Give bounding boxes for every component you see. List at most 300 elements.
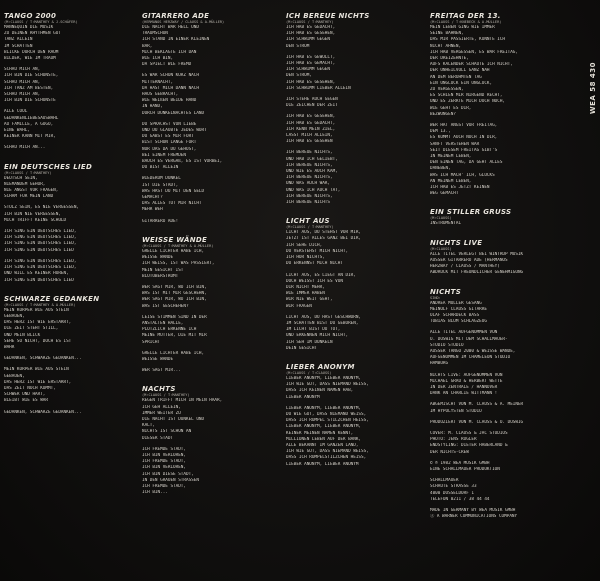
lyric-line: IST DIE STADT, (142, 182, 179, 188)
stanza (4, 308, 142, 351)
lyric-line: GEDANKENLIEBESAUSWAHL (4, 115, 59, 121)
song-credit: (M:CLAUSS / T:MANTHEY) (4, 170, 52, 175)
lyric-line: MEIN KÖRPER WIE AUS STEIN (4, 307, 69, 313)
song-title: EIN DEUTSCHES LIED (4, 162, 93, 171)
stanza (286, 315, 426, 352)
lyric-line: LICHT AUS, DU HAST GESCHWORN, (286, 314, 362, 320)
lyric-line: KEINER MEINEN NAMEN KENNT, (286, 430, 354, 436)
lyric-line: EIN UNGLÜCK EIN UNGLÜCK, (430, 80, 493, 86)
lyric-line: AUFS KALENDER SCHAUTE ICH NICHT, (430, 62, 513, 68)
lyric-line: ICH BIN DIESE STADT, (142, 471, 194, 477)
lyric-line: WIR FRAGEN (286, 303, 312, 309)
column-3 (286, 6, 426, 475)
lyric-line: ICH WEISS, IST WAS PASSIERT, (142, 261, 215, 267)
stanza (142, 249, 284, 280)
lyric-line: MITTERNACHT, (142, 79, 174, 85)
lyric-line: ICH BEREUE NICHTS, (286, 150, 333, 156)
lyric-line: GEBAUEN, (4, 313, 25, 319)
lyric-line: WAS ICH MACH' ICH, GLÜCKS (430, 172, 495, 178)
lyric-line: IMMER WEITER ZU (142, 410, 181, 416)
lyric-line: STUDIO STUDIO (430, 342, 464, 348)
lyric-line: WEISSE WÄNDE (142, 255, 174, 261)
song-block (4, 295, 142, 421)
lyric-line: IN DER ZENTRALE / HANNOVER (430, 384, 498, 390)
stanza (286, 25, 426, 50)
lyric-line: EINE WAHL, (4, 128, 30, 134)
lyric-line: GRELLE LICHTER HABE ICH, (142, 350, 205, 356)
stanza (286, 97, 426, 109)
song-credit: SIND: (430, 295, 441, 300)
lyric-line: ZU VERGESSEN, (430, 87, 464, 93)
lyric-line: ENDSTYLING: DIETER HABERLAND & (430, 443, 508, 449)
lyric-line: ICH SING EIN DEUTSCHES LIED (4, 247, 74, 253)
stanza (430, 478, 580, 503)
lyric-line: ALLE TITEL VERLEGT BEI WINTRUP MUSIK (430, 251, 524, 257)
lyric-line: MEINE MUTTER, DIE MIT MIR (142, 333, 207, 339)
catalog-number: WEA 58 430 (589, 62, 597, 115)
lyric-line: ICH GEH ALLEIN, (142, 404, 181, 410)
lyric-line: ICH HAB ES GEDACHT, (286, 25, 336, 30)
lyric-line: TANZ ALLEIN (4, 37, 33, 43)
lyric-line: OLAF SCHARDECK BASS (430, 312, 480, 318)
lyric-line: © ℗ 1982 WEA MUSIK GMBH (430, 460, 490, 466)
stanza (142, 447, 284, 497)
lyric-line: AU FAMILLE, A GOGO, (4, 121, 54, 127)
song-title: NICHTS LIVE (430, 238, 483, 247)
lyric-line: WER SAGT MIR... (142, 368, 181, 374)
stanza (430, 373, 580, 398)
stanza (142, 25, 284, 68)
lyric-line: DU BIST ALLEIN (142, 165, 179, 171)
lyric-line: MICHAEL GRAU & HERBERT WETTE (430, 378, 503, 384)
lyric-line: LIEBER ANONYM, LIEBER ANONYM (286, 461, 359, 467)
lyric-line: LIEBER ANONYM, LIEBER ANONYM, (286, 405, 362, 411)
lyric-line: ICH SING EIN DEUTSCHES LIED, (4, 241, 77, 247)
lyric-line: WER SAGT MIR, WO ICH BIN, (142, 297, 207, 303)
lyric-line: UND WIE ES AUCH KAM, (286, 169, 338, 175)
lyric-line: IM SCHATTEN BIST DU GEBOREN, (286, 320, 359, 326)
lyric-line: ICH HAB ES JETZT KEINEN (430, 185, 490, 191)
lyric-line: ICH BEREUE NICHTS (286, 200, 330, 206)
song-title: GITARRERO ADE (142, 12, 210, 20)
stanza (142, 351, 284, 363)
lyric-line: ICH HAB ES GESEHEN, (286, 79, 336, 85)
lyric-line: AN DEM BERÜHMTEN TAG (430, 74, 482, 80)
lyric-line: 4000 DÜSSELDORF 1 (430, 490, 474, 496)
lyric-line: DU GABST ES MIR FORT (142, 134, 194, 140)
lyric-line: PHOTO: JENS RÜGLER (430, 437, 477, 443)
lyric-line: LASST MICH ALLEIN, (286, 133, 333, 139)
lyric-line: DANK AN CHARLIE WITTMANN ! (430, 391, 498, 397)
lyric-line: DEN STROM, (286, 73, 312, 79)
song-title: NICHTS (430, 287, 462, 296)
lyric-line: DIESER STADT (142, 435, 174, 441)
lyric-line: LIEBER ANONYM (286, 394, 320, 400)
stanza (4, 109, 142, 140)
lyric-line: REGEN TRIFFT MICH IN MEIN HAAR, (142, 398, 223, 404)
lyric-line: GEMACHT? (142, 195, 163, 201)
lyric-line: MICH TRIFFT KEINE SCHULD (4, 217, 67, 223)
stanza (286, 273, 426, 310)
lyric-line: UND WAS ICH AUCH TAT, (286, 187, 341, 193)
song-block (4, 163, 142, 289)
lyric-line: DAS ZEIT NOCH KOMMT, (4, 385, 56, 391)
lyric-line: SPRICHT (142, 339, 161, 345)
lyric-line: ZU DEINEN RHYTHMEN GUT (4, 31, 61, 37)
lyric-line: ICH SCHWIMM GEGEN (286, 67, 330, 73)
lyric-line: DEUTSCH SEIN, (4, 175, 38, 181)
lyric-line: HAUS GEBRACHT, (142, 92, 179, 98)
stanza (142, 315, 284, 346)
song-title: EIN STILLER GRUSS (430, 208, 512, 217)
lyric-line: WAS IST GESCHEHEN? (142, 303, 189, 309)
lyric-line: GEBAUEN, (4, 373, 25, 379)
lyric-line: O. DOSWIG MIT DEM SCHALLMAUER- (430, 336, 508, 342)
lyric-line: WIE IMMER HABEN (286, 291, 325, 297)
lyric-line: ICH STEHE AUCH GEGEN (286, 97, 338, 103)
lyric-line: COVER: M. CLAUSS & JAC STUDIOS (430, 430, 508, 436)
lyric-line: LICHT AUS, ES LIEGT AN DIR, (286, 272, 356, 278)
lyric-line: ICH SING EIN DEUTSCHES LIED, (4, 229, 77, 235)
stanza (286, 55, 426, 92)
lyric-line: MEIN LEBEN GING WIE IMMER (430, 25, 495, 30)
song-block (286, 363, 426, 473)
lyric-line: DER DREIZEHNTE, (430, 56, 469, 62)
lyric-line: UND MEIN BLICK (4, 332, 41, 338)
stanza (286, 376, 426, 401)
lyric-line: HAMBURG (430, 361, 449, 367)
lyric-line: DAS HERZ IST WIE ERSTARRT, (4, 379, 72, 385)
lyric-line: SCHAUTE STRASSE 33 (430, 484, 477, 490)
lyric-line: ICH FREMDE STADT, (142, 446, 186, 452)
stanza (142, 122, 284, 172)
lyric-line: TELEFON 0211 / 38 44 44 (430, 496, 490, 502)
song-credit: (M:CLAUSS / T:CLAUSS) (286, 370, 332, 375)
lyric-line: ES SCHIEN MIR NIRGEND RECHT, (430, 93, 503, 99)
lyric-line: SEINE BAHNEN, (430, 31, 464, 37)
song-credit: (M:CLAUSS / T:MANTHEY) (142, 393, 190, 398)
song-title: SCHWARZE GEDANKEN (4, 294, 100, 303)
lyric-line: ICH HAB ES GESEHEN (286, 139, 333, 145)
lyric-line: SCHWER UND HART, (4, 392, 46, 398)
song-credit: (M:CLAUSS / T:KNEBECK & A.MÜLLER) (430, 20, 502, 24)
lyric-line: ICH WIE GUT, DASS NIEMAND WEISS, (286, 449, 369, 455)
lyric-line: EINE SCHALLMAUER PRODUKTION (430, 466, 500, 472)
lyric-line: ICH KENN MEIN ZIEL, (286, 126, 336, 132)
song-title: TANGO 2000 (4, 12, 57, 20)
lyric-line: DIR NICHT MEHR, (286, 284, 325, 290)
lyric-line: DU SPRACHST VON LIEBE (142, 121, 197, 127)
lyric-line: SCHAU MICH AN, (4, 67, 41, 73)
stanza (430, 301, 580, 326)
lyric-line: DAS ALLES TUT MIR NICHT (142, 201, 202, 207)
song-credit: (M:CLAUSS) (430, 246, 452, 251)
lyric-line: DAS HERZ IST WIE ERSTARRT, (4, 320, 72, 326)
lyric-line: DEIN GESICHT (286, 345, 318, 351)
lyric-line: DASS ICH RUMPEL STILZCHEN HEISS, (286, 418, 369, 424)
lyric-line: Ⓐ A WARNER COMMUNICATIONS COMPANY (430, 514, 518, 520)
lyric-line: WAS HAST DU MIT DEN GELD (142, 188, 205, 194)
lyric-line: DAS MIR PASSIERTE, KONNTE ICH (430, 37, 506, 43)
song-title: WEISSE WÄNDE (142, 235, 208, 244)
lyric-line: DA HAST MICH DANN NACH (142, 85, 199, 91)
song-credit: (M:CLAUSS / T:MANTHEY) (286, 225, 334, 230)
stanza (430, 402, 580, 414)
lyric-line: SCHAU MICH AN... (4, 145, 46, 151)
lyric-line: DIE NACHT IST DUNKEL UND (142, 416, 205, 422)
lyric-line: ES KOMMT AUCH NOCH IN DIR, (430, 135, 498, 141)
song-title: FREITAG DER 13. (430, 12, 501, 20)
lyric-line: ICH HÖR NICHTS, (286, 255, 325, 261)
lyric-line: AUFGENOMMEN IM CHAMELEON STUDIO (430, 355, 511, 361)
song-credit: (M:CLAUSS / T:MANTHEY & A.MÜLLER) (142, 243, 214, 248)
lyric-line: NICHT AHNEN, (430, 43, 462, 49)
lyric-line: TOBIAS BLUM SCHLAGZEUG (430, 319, 487, 325)
lyric-line: TRAUMSCHÖN (142, 31, 168, 37)
lyric-line: SEIT DIESEM FREITAG GIBT'S (430, 147, 498, 153)
lyric-line: KALT, (142, 423, 155, 429)
stanza (142, 398, 284, 441)
lyric-line: DOCH WEISST ICH ES VON (286, 278, 343, 284)
song-title: LICHT AUS (286, 217, 330, 226)
lyric-line: ALLE TITEL AUFGENOMMEN VON (430, 330, 498, 336)
stanza (142, 176, 284, 213)
lyric-line: DU VERSTEHST MICH NICHT, (286, 248, 349, 254)
lyric-line: DEN EINEN TAG, DA GEHT ALLES (430, 160, 503, 166)
lyric-line: ICH SCHWIMM GEGEN (286, 37, 330, 43)
stanza (430, 252, 580, 277)
lyric-line: SCHAU MICH AN, (4, 92, 41, 98)
stanza (286, 150, 426, 206)
lyric-line: KEINER KANN MIT MIR, (4, 134, 56, 140)
lyric-line: BAUCH ES VERGAß, ES IST VORBEI, (142, 159, 223, 165)
lyric-line: ABGEMISCHT VON M. CLAUSS & A. MEINER (430, 402, 524, 408)
song-block (142, 12, 284, 230)
lyric-line: NICHTS LIVE: AUFGENOMMEN VON (430, 372, 503, 378)
lyric-line: UND ES ZERRTE MICH DOCH NOCH, (430, 99, 506, 105)
lyric-line: ICH BEREUE NICHTS, (286, 193, 333, 199)
lyric-line: BAR, (142, 43, 153, 49)
lyric-line: GEDANKEN, SCHWARZE GEDANKEN... (4, 409, 82, 415)
lyric-line: ICH BEREUE NICHTS, (286, 162, 333, 168)
lyric-line: WAHR (4, 344, 15, 350)
lyric-line: ICH SING EIN DEUTSCHES LIED, (4, 235, 77, 241)
lyric-line: IM LICHT BIST DU TOT, (286, 327, 341, 333)
stanza (142, 73, 284, 116)
song-block (430, 288, 580, 526)
song-block (142, 385, 284, 501)
lyric-line: MEHR WEH (142, 207, 163, 213)
lyric-line: IM SCHATTEN (4, 43, 33, 49)
lyric-line: BLEIBT WIE ES WAR (4, 398, 48, 404)
lyric-line: GEDANKEN, SCHWARZE GEDANKEN... (4, 356, 82, 362)
lyric-line: IN HAND, (142, 104, 163, 110)
lyric-line: ICH BIN... (142, 490, 168, 496)
lyric-line: BILDER, WIE IM TRAUM (4, 56, 56, 62)
song-credit: (M:CLAUSS) (430, 216, 452, 221)
lyric-line: ABDRUCK MIT FREUNDLICHER GENEHMIGUNG (430, 270, 524, 276)
lyric-line: ICH HAB ES GEMACHT, (286, 61, 336, 67)
lyric-line: ANSTALTEN HALLE, (142, 320, 184, 326)
lyric-line: WIE WEIßEN BEIDE HAND (142, 98, 197, 104)
lyric-line: STOLZ SEIN, ES NIE VERGESSEN, (4, 205, 80, 211)
lyric-line: MADE IN GERMANY BY WEA MUSIK GMBH (430, 507, 516, 513)
lyric-line: WAS IST MIT MIR GESCHEHN, (142, 291, 207, 297)
song-block (4, 12, 142, 157)
lyric-line: DER UNHEILVOLL GANZ NAH (430, 68, 490, 74)
lyric-line: DURCH DUNKELNACHTES LAND (142, 110, 205, 116)
lyric-line: ICH BIN DIE SCHÖNSTE, (4, 73, 59, 79)
song-block (286, 12, 426, 211)
lyric-line: WER SAGT MIR, WO ICH BIN, (142, 284, 207, 290)
lyric-line: AN MEINEM LEBEN, (430, 178, 472, 184)
lyric-line: LEISE STIMMEN SIND IN DER (142, 314, 207, 320)
lyric-line: DIE ZEIT STEHT STILL, (4, 326, 59, 332)
lyric-line: BLUTÜBERSTRÖMT (142, 273, 179, 279)
column-1 (4, 6, 142, 423)
lyric-line: IN DEN GRAUEN STRASSEN (142, 477, 199, 483)
lyric-line: UND WILL ES KEINER HÖREN, (4, 271, 69, 277)
lyric-line: ICH SING EIN DEUTSCHES LIED, (4, 265, 77, 271)
stanza (430, 123, 580, 197)
lyric-line: WIE GEHT ES DIR, (430, 105, 472, 111)
song-credit: (M:CLAUSS / T:MANTHEY & J.SCHÄFER) (4, 20, 78, 24)
lyric-line: ICH SING EIN DEUTSCHES LIED, (4, 258, 77, 264)
lyric-line: PRODUZIERT VON M. CLAUSS & O. DOSWIG (430, 419, 524, 425)
lyric-line: MEIN GESICHT IST (142, 267, 184, 273)
stanza (430, 330, 580, 367)
lyric-line: ICH WIE GUT, DASS NIEMAND WEISS, (286, 382, 369, 388)
lyric-line: ICH HAB ES GESEHEN, (286, 31, 336, 37)
lyric-line: IN MEINEM LEBEN, (430, 154, 472, 160)
lyric-line: DASS ICH KEINEN NAMEN HAB, (286, 388, 354, 394)
lyric-line: MEINOLF CLAUSS GITARRE (430, 306, 487, 312)
song-credit: (HERMANOS HERZWAY / CLAUSS & A.MÜLLER) (142, 20, 225, 24)
lyric-line: DER NICHTS-CREW (430, 449, 469, 455)
song-title: LIEBER ANONYM (286, 362, 355, 371)
lyric-line: NIE ANGST VOR FRAGEN, (4, 188, 59, 194)
lyric-line: MICH BEKLAGTE ICH DAN (142, 49, 197, 55)
lyric-line: GRELLE LICHTER HABE ICH, (142, 248, 205, 254)
lyric-line: DANEBEN, (430, 166, 451, 172)
lyric-line: AUSSER TANGO 2000 & WEISSE WÄNDE, (430, 348, 516, 354)
stanza (4, 176, 142, 201)
lyric-line: SANFT VERSTEHEN WAR (430, 141, 480, 147)
lyric-line: ICH BIN VERLOREN, (142, 452, 186, 458)
lyric-line: UND DU GLAUBTE JEDES WORT (142, 128, 207, 134)
lyric-line: DASS ICH RUMPELSTILZCHEN HEISS, (286, 455, 367, 461)
stanza (4, 367, 142, 404)
lyric-line: BLICKE DURCH DEN RAUM (4, 49, 59, 55)
lyric-line: NIEMANDEM GEHÖR, (4, 181, 46, 187)
lyric-line: ICH SEH IM DUNKELN (286, 339, 333, 345)
lyric-line: ICH BIN DIE SCHÖNSTE (4, 98, 56, 104)
lyric-line: LICHT AUS, DU STEHST VOR MIR, (286, 230, 362, 236)
lyric-line: JETZT IST ALLES GANZ BEI DIR, (286, 236, 362, 242)
lyric-line: SEHE SO NICHT, DOCH ES IST (4, 338, 72, 344)
lyric-line: ICH TANZ AM BESTEN, (4, 85, 54, 91)
lyric-line: ALLE COOL (4, 109, 28, 115)
lyric-line: UND ERKENNEN MICH NICHT, (286, 333, 349, 339)
lyric-line: ES WAR SCHON KURZ NACH (142, 73, 199, 79)
lyric-line: ICH HAB ES GEDACHT, (286, 120, 336, 126)
lyric-line: HERZWAY / CLAUSS / MANTHEY) (430, 264, 500, 270)
stanza (4, 205, 142, 224)
stanza (4, 259, 142, 284)
lyric-line: BEI EINEM FREMDEN (142, 152, 186, 158)
lyric-line: UND HAB ICH GELIEBT, (286, 156, 338, 162)
song-credit: (M:CLAUSS / T:MANTHEY) (286, 20, 334, 24)
lyric-line: WIEDERUM DUNKEL (142, 176, 181, 182)
lyric-line: ICH BIN VERLOREN, (142, 465, 186, 471)
lyric-line: DU ERKENNST MICH NICHT (286, 261, 343, 267)
lyric-line: ICH FREMDE STADT, (142, 459, 186, 465)
lyric-line: NICHTS IST SCHÖN AN (142, 429, 192, 435)
song-title: ICH BEREUE NICHTS (286, 12, 370, 20)
lyric-line: WEISSE WÄNDE (142, 356, 174, 362)
stanza (286, 114, 426, 145)
lyric-line: IM HYPOLYSTEN STUDIO (430, 408, 482, 414)
lyric-line: DEM 13., (430, 129, 451, 135)
lyric-line: BEZWUNGEN? (430, 111, 456, 117)
stanza (142, 285, 284, 310)
stanza (286, 230, 426, 267)
column-2 (142, 6, 284, 503)
lyric-line: SCHAU MICH AN, (4, 79, 41, 85)
lyric-line: NUR DAS DA DU GEHOST, (142, 146, 197, 152)
lyric-line: ICH BEREUE NICHTS, (286, 175, 333, 181)
song-credit: (M:CLAUSS / T:MANTHEY & A.MÜLLER) (4, 302, 76, 307)
lyric-line: ALLE BEKANNT IM GANZEN LAND, (286, 442, 359, 448)
lyric-line: WIE ICH BIN, (142, 56, 174, 62)
lyric-line: WEG GEMACHT (430, 191, 459, 197)
lyric-line: WIR NIE WEIT GEHT, (286, 297, 333, 303)
stanza (4, 67, 142, 104)
stanza (430, 461, 580, 473)
lyric-line: MEIN KÖRPER WIE AUS STEIN (4, 367, 69, 373)
lyric-line: ICH SING EIN DEUTSCHES LIED (4, 277, 74, 283)
lyric-line: SCHAM FÜR MEIN LAND (4, 194, 54, 200)
song-block (430, 12, 580, 202)
lyric-line: ICH BIN NIE VERGESSEN, (4, 211, 61, 217)
lyric-line: BIST SCHON LANGE FORT (142, 140, 197, 146)
lyric-line: SCHALLMAUER (430, 478, 459, 484)
lyric-line: LIEBER ANONYM, LIEBER ANONYM, (286, 424, 362, 430)
lyric-line: ICH HAB ES GEWOLLT, (286, 54, 336, 60)
lyric-line: INSTRUMENTAL (430, 221, 462, 227)
song-block (430, 239, 580, 282)
lyric-line: ICH STAND IN EINER KLEINEN (142, 37, 210, 43)
stanza (4, 25, 142, 62)
lyric-line: GITARRERO ADE! (142, 218, 179, 224)
song-title: NACHTS (142, 385, 176, 394)
song-block (286, 217, 426, 357)
lyric-line: DIE ZEICHEN DER ZEIT (286, 103, 338, 109)
lyric-line: DU WIE GUT, DASS NIEMAND WEISS, (286, 411, 367, 417)
stanza (430, 508, 580, 520)
lyric-line: MANNEQUIN DIE MUSIK (4, 25, 54, 30)
stanza (430, 25, 580, 118)
lyric-line: ICH HAB ES GESEHEN, (286, 114, 336, 120)
stanza (430, 431, 580, 456)
stanza (286, 406, 426, 468)
lyric-line: PLÖTZLICH ERKENNE ICH (142, 327, 197, 333)
lyric-line: ICH HAB VERGESSEN, ES WAR FREITAG, (430, 49, 518, 55)
lyric-line: DEN STROM (286, 43, 310, 49)
song-block (142, 236, 284, 379)
lyric-line: DA SPIELT WIE FREMD (142, 62, 192, 68)
lyric-line: MILLIONEN LEBEN AUF DER BANK, (286, 436, 362, 442)
